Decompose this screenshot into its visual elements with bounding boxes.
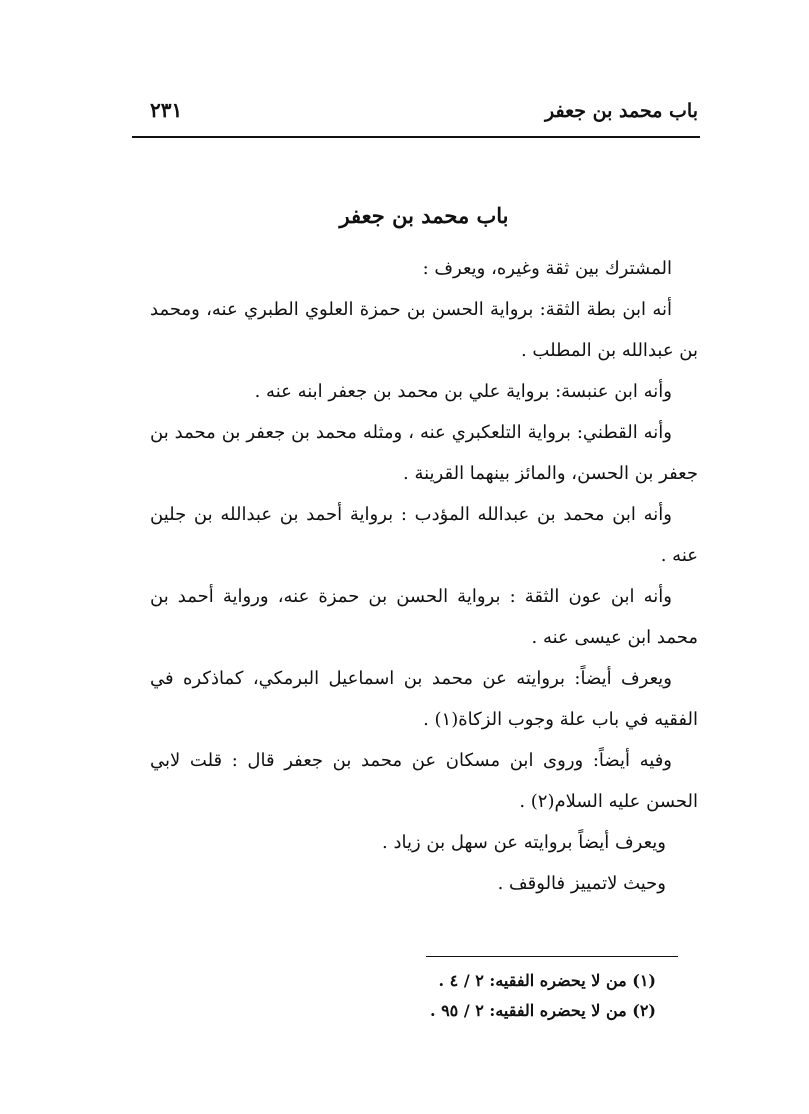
footnote-rule (426, 956, 678, 957)
paragraph-barmaki: ويعرف أيضاً: بروايته عن محمد بن اسماعيل البرمكي، كماذكره في الفقيه في باب علة وجوب الزكاة(١) . (150, 668, 698, 730)
chapter-title: باب محمد بن جعفر (339, 203, 509, 228)
paragraph-al-qatani: وأنه القطني: برواية التلعكبري عنه ، ومثله محمد بن جعفر بن محمد بن جعفر بن الحسن، والمائز بينهما القرينة . (150, 422, 698, 484)
footnote-1: (١) من لا يحضره الفقيه: ٢ / ٤ . (438, 971, 656, 990)
body-text (150, 248, 698, 904)
paragraph-sahl-bin-ziyad: ويعرف أيضاً بروايته عن سهل بن زياد . (382, 832, 666, 853)
header-rule (132, 136, 700, 138)
paragraph-ibn-awn: وأنه ابن عون الثقة : برواية الحسن بن حمزة عنه، ورواية أحمد بن محمد ابن عيسى عنه . (150, 586, 698, 648)
running-title: باب محمد بن جعفر (545, 100, 698, 122)
paragraph-intro: المشترك بين ثقة وغيره، ويعرف : (422, 258, 672, 279)
footnote-2: (٢) من لا يحضره الفقيه: ٢ / ٩٥ . (429, 1001, 656, 1020)
paragraph-al-muaddib: وأنه ابن محمد بن عبدالله المؤدب : برواية أحمد بن عبدالله بن جلين عنه . (150, 504, 698, 566)
paragraph-ibn-anbasa: وأنه ابن عنبسة: برواية علي بن محمد بن جعفر ابنه عنه . (254, 381, 672, 402)
paragraph-conclusion: وحيث لاتمييز فالوقف . (497, 873, 666, 894)
page-number: ٢٣١ (150, 98, 183, 122)
paragraph-ibn-muskan: وفيه أيضاً: وروى ابن مسكان عن محمد بن جعفر قال : قلت لابي الحسن عليه السلام(٢) . (150, 750, 698, 812)
running-header (150, 96, 698, 130)
paragraph-ibn-batta: أنه ابن بطة الثقة: برواية الحسن بن حمزة العلوي الطبري عنه، ومحمد بن عبدالله بن المطلب . (150, 299, 698, 361)
footnotes (300, 966, 656, 1026)
